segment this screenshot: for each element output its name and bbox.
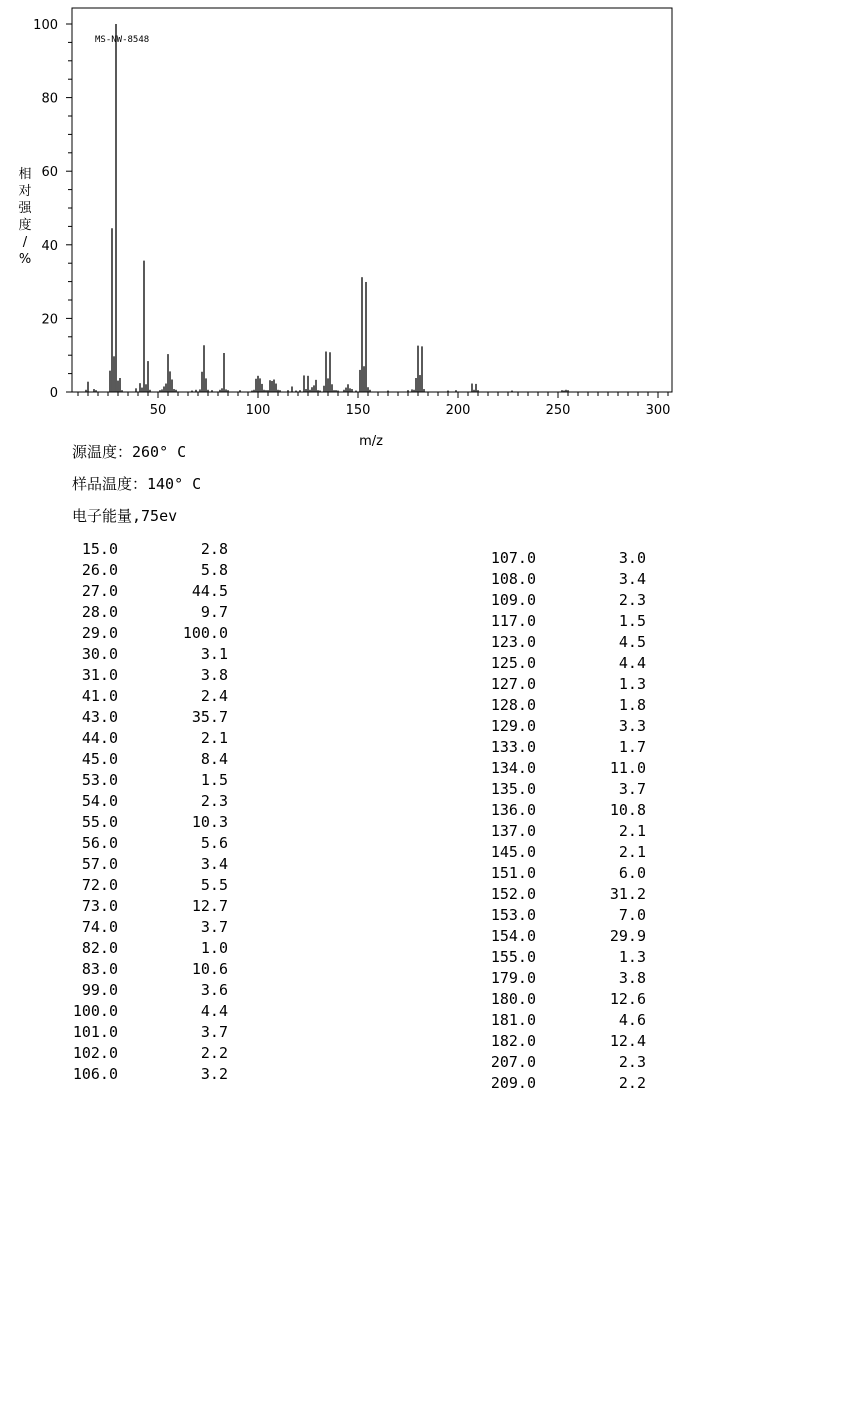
peak-mz: 133.0 xyxy=(490,738,536,756)
peak-mz: 137.0 xyxy=(490,822,536,840)
x-tick-label: 250 xyxy=(545,403,571,418)
peak-mz: 129.0 xyxy=(490,717,536,735)
peak-mz: 117.0 xyxy=(490,612,536,630)
peak-mz: 209.0 xyxy=(490,1074,536,1092)
peak-row xyxy=(466,821,646,842)
peak-mz: 15.0 xyxy=(81,540,118,558)
peak-mz: 179.0 xyxy=(490,969,536,987)
y-tick-label: 20 xyxy=(41,312,58,328)
peak-mz: 45.0 xyxy=(81,750,118,768)
peak-mz: 27.0 xyxy=(81,582,118,600)
peak-abundance: 3.7 xyxy=(618,780,646,798)
y-tick-label: 100 xyxy=(33,18,58,33)
peak-row xyxy=(48,1064,228,1085)
peak-mz: 153.0 xyxy=(490,906,536,924)
peak-abundance: 31.2 xyxy=(609,885,646,903)
peak-abundance: 1.3 xyxy=(618,675,646,693)
y-label-char: 度 xyxy=(18,218,32,233)
y-label-char: % xyxy=(18,252,32,267)
peak-row xyxy=(48,875,228,896)
peak-row xyxy=(466,632,646,653)
mass-spectrum-chart xyxy=(0,0,850,460)
peak-mz: 181.0 xyxy=(490,1011,536,1029)
peak-abundance: 1.3 xyxy=(618,948,646,966)
peak-mz: 44.0 xyxy=(81,729,118,747)
y-tick-label: 80 xyxy=(41,91,58,107)
peak-abundance: 10.8 xyxy=(609,801,646,819)
peak-row xyxy=(48,959,228,980)
peak-row xyxy=(48,581,228,602)
peak-mz: 26.0 xyxy=(81,561,118,579)
peak-row xyxy=(466,695,646,716)
peak-row xyxy=(48,707,228,728)
peak-abundance: 5.6 xyxy=(200,834,228,852)
peak-mz: 154.0 xyxy=(490,927,536,945)
electron-energy: 电子能量,75ev xyxy=(72,507,178,525)
peak-abundance: 3.6 xyxy=(200,981,228,999)
peak-row xyxy=(48,686,228,707)
peak-abundance: 4.6 xyxy=(618,1011,646,1029)
peak-abundance: 12.6 xyxy=(609,990,646,1008)
peak-abundance: 2.4 xyxy=(200,687,228,705)
peak-abundance: 9.7 xyxy=(200,603,228,621)
peak-abundance: 1.7 xyxy=(618,738,646,756)
peak-abundance: 12.7 xyxy=(191,897,228,915)
peak-abundance: 3.1 xyxy=(200,645,228,663)
y-label-char: 对 xyxy=(18,184,32,199)
peak-abundance: 11.0 xyxy=(609,759,646,777)
peak-row xyxy=(466,569,646,590)
peak-abundance: 10.3 xyxy=(191,813,228,831)
peak-mz: 102.0 xyxy=(72,1044,118,1062)
peak-abundance: 29.9 xyxy=(609,927,646,945)
peak-row xyxy=(466,758,646,779)
x-tick-label: 50 xyxy=(149,403,167,418)
peak-mz: 57.0 xyxy=(81,855,118,873)
peak-abundance: 1.0 xyxy=(200,939,228,957)
peak-abundance: 2.3 xyxy=(618,591,646,609)
peak-row xyxy=(466,842,646,863)
peak-row xyxy=(466,926,646,947)
peak-row xyxy=(466,1052,646,1073)
peak-abundance: 4.4 xyxy=(618,654,646,672)
peak-table-right xyxy=(466,548,646,1094)
peak-table-left xyxy=(48,539,228,1085)
peak-row xyxy=(466,1031,646,1052)
peak-row xyxy=(466,863,646,884)
peak-mz: 72.0 xyxy=(81,876,118,894)
peak-row xyxy=(466,737,646,758)
peak-row xyxy=(48,644,228,665)
peak-row xyxy=(466,674,646,695)
peak-abundance: 3.0 xyxy=(618,549,646,567)
peak-row xyxy=(466,1073,646,1094)
peak-mz: 106.0 xyxy=(72,1065,118,1083)
peak-abundance: 44.5 xyxy=(191,582,228,600)
peak-mz: 108.0 xyxy=(490,570,536,588)
peak-abundance: 2.1 xyxy=(618,843,646,861)
peak-row xyxy=(48,938,228,959)
peak-row xyxy=(466,1010,646,1031)
peak-abundance: 3.7 xyxy=(200,918,228,936)
peak-mz: 29.0 xyxy=(81,624,118,642)
peak-mz: 74.0 xyxy=(81,918,118,936)
peak-mz: 135.0 xyxy=(490,780,536,798)
peak-row xyxy=(48,728,228,749)
x-tick-label: 200 xyxy=(445,403,471,418)
peak-row xyxy=(48,770,228,791)
peak-mz: 151.0 xyxy=(490,864,536,882)
peak-mz: 134.0 xyxy=(490,759,536,777)
y-tick-label: 0 xyxy=(49,386,58,401)
peak-mz: 55.0 xyxy=(81,813,118,831)
peak-mz: 30.0 xyxy=(81,645,118,663)
peak-abundance: 6.0 xyxy=(618,864,646,882)
peak-row xyxy=(466,779,646,800)
plot-frame xyxy=(72,8,672,392)
x-tick-label: 300 xyxy=(645,403,671,418)
peak-abundance: 1.5 xyxy=(200,771,228,789)
spectrum-bars xyxy=(86,24,568,392)
peak-row xyxy=(48,833,228,854)
peak-row xyxy=(48,854,228,875)
peak-abundance: 2.8 xyxy=(200,540,228,558)
peak-row xyxy=(48,665,228,686)
peak-mz: 152.0 xyxy=(490,885,536,903)
peak-abundance: 3.3 xyxy=(618,717,646,735)
peak-abundance: 4.4 xyxy=(200,1002,228,1020)
peak-mz: 73.0 xyxy=(81,897,118,915)
peak-abundance: 2.3 xyxy=(200,792,228,810)
peak-abundance: 3.4 xyxy=(618,570,646,588)
peak-mz: 56.0 xyxy=(81,834,118,852)
peak-mz: 107.0 xyxy=(490,549,536,567)
peak-row xyxy=(466,800,646,821)
peak-mz: 41.0 xyxy=(81,687,118,705)
peak-mz: 127.0 xyxy=(490,675,536,693)
peak-abundance: 1.8 xyxy=(618,696,646,714)
peak-mz: 207.0 xyxy=(490,1053,536,1071)
x-axis-label: m/z xyxy=(359,434,383,449)
peak-mz: 125.0 xyxy=(490,654,536,672)
peak-abundance: 2.1 xyxy=(618,822,646,840)
peak-mz: 180.0 xyxy=(490,990,536,1008)
x-tick-label: 100 xyxy=(245,403,271,418)
peak-row xyxy=(466,716,646,737)
y-tick-label: 60 xyxy=(41,165,58,181)
peak-abundance: 2.3 xyxy=(618,1053,646,1071)
peak-row xyxy=(48,896,228,917)
peak-abundance: 35.7 xyxy=(191,708,228,726)
peak-abundance: 100.0 xyxy=(182,624,228,642)
peak-mz: 128.0 xyxy=(490,696,536,714)
peak-abundance: 1.5 xyxy=(618,612,646,630)
peak-row xyxy=(48,560,228,581)
peak-row xyxy=(466,548,646,569)
peak-row xyxy=(466,884,646,905)
peak-abundance: 3.7 xyxy=(200,1023,228,1041)
peak-mz: 83.0 xyxy=(81,960,118,978)
peak-mz: 145.0 xyxy=(490,843,536,861)
peak-abundance: 3.8 xyxy=(200,666,228,684)
sample-temperature: 样品温度：140° C xyxy=(72,475,202,493)
peak-row xyxy=(48,812,228,833)
peak-row xyxy=(466,653,646,674)
source-temperature: 源温度：260° C xyxy=(72,443,187,461)
peak-abundance: 3.4 xyxy=(200,855,228,873)
peak-row xyxy=(466,947,646,968)
x-tick-label: 150 xyxy=(345,403,371,418)
peak-abundance: 5.5 xyxy=(200,876,228,894)
peak-abundance: 2.1 xyxy=(200,729,228,747)
peak-abundance: 10.6 xyxy=(191,960,228,978)
peak-mz: 53.0 xyxy=(81,771,118,789)
peak-mz: 155.0 xyxy=(490,948,536,966)
peak-row xyxy=(48,1001,228,1022)
peak-mz: 99.0 xyxy=(81,981,118,999)
peak-abundance: 3.2 xyxy=(200,1065,228,1083)
peak-row xyxy=(48,791,228,812)
peak-row xyxy=(466,905,646,926)
peak-row xyxy=(48,539,228,560)
peak-row xyxy=(466,590,646,611)
peak-row xyxy=(48,1043,228,1064)
peak-abundance: 4.5 xyxy=(618,633,646,651)
peak-row xyxy=(466,611,646,632)
peak-mz: 100.0 xyxy=(72,1002,118,1020)
y-axis-ticks xyxy=(33,18,72,401)
peak-mz: 136.0 xyxy=(490,801,536,819)
peak-row xyxy=(48,749,228,770)
peak-abundance: 3.8 xyxy=(618,969,646,987)
peak-row xyxy=(466,968,646,989)
y-label-char: 强 xyxy=(18,201,32,216)
peak-abundance: 8.4 xyxy=(200,750,228,768)
peak-mz: 109.0 xyxy=(490,591,536,609)
peak-mz: 31.0 xyxy=(81,666,118,684)
peak-row xyxy=(466,989,646,1010)
y-tick-label: 40 xyxy=(41,238,58,254)
peak-row xyxy=(48,980,228,1001)
x-axis-ticks xyxy=(78,392,670,418)
peak-abundance: 5.8 xyxy=(200,561,228,579)
peak-mz: 182.0 xyxy=(490,1032,536,1050)
peak-row xyxy=(48,917,228,938)
peak-row xyxy=(48,623,228,644)
peak-mz: 54.0 xyxy=(81,792,118,810)
peak-abundance: 2.2 xyxy=(200,1044,228,1062)
spectrum-code-label: MS-NW-8548 xyxy=(95,35,150,45)
peak-mz: 123.0 xyxy=(490,633,536,651)
peak-mz: 101.0 xyxy=(72,1023,118,1041)
peak-mz: 82.0 xyxy=(81,939,118,957)
y-axis-label xyxy=(18,166,32,267)
peak-abundance: 12.4 xyxy=(609,1032,646,1050)
peak-mz: 43.0 xyxy=(81,708,118,726)
peak-abundance: 2.2 xyxy=(618,1074,646,1092)
peak-abundance: 7.0 xyxy=(618,906,646,924)
y-label-char: 相 xyxy=(18,167,32,182)
peak-row xyxy=(48,1022,228,1043)
peak-mz: 28.0 xyxy=(81,603,118,621)
peak-row xyxy=(48,602,228,623)
y-label-char: / xyxy=(22,235,28,250)
